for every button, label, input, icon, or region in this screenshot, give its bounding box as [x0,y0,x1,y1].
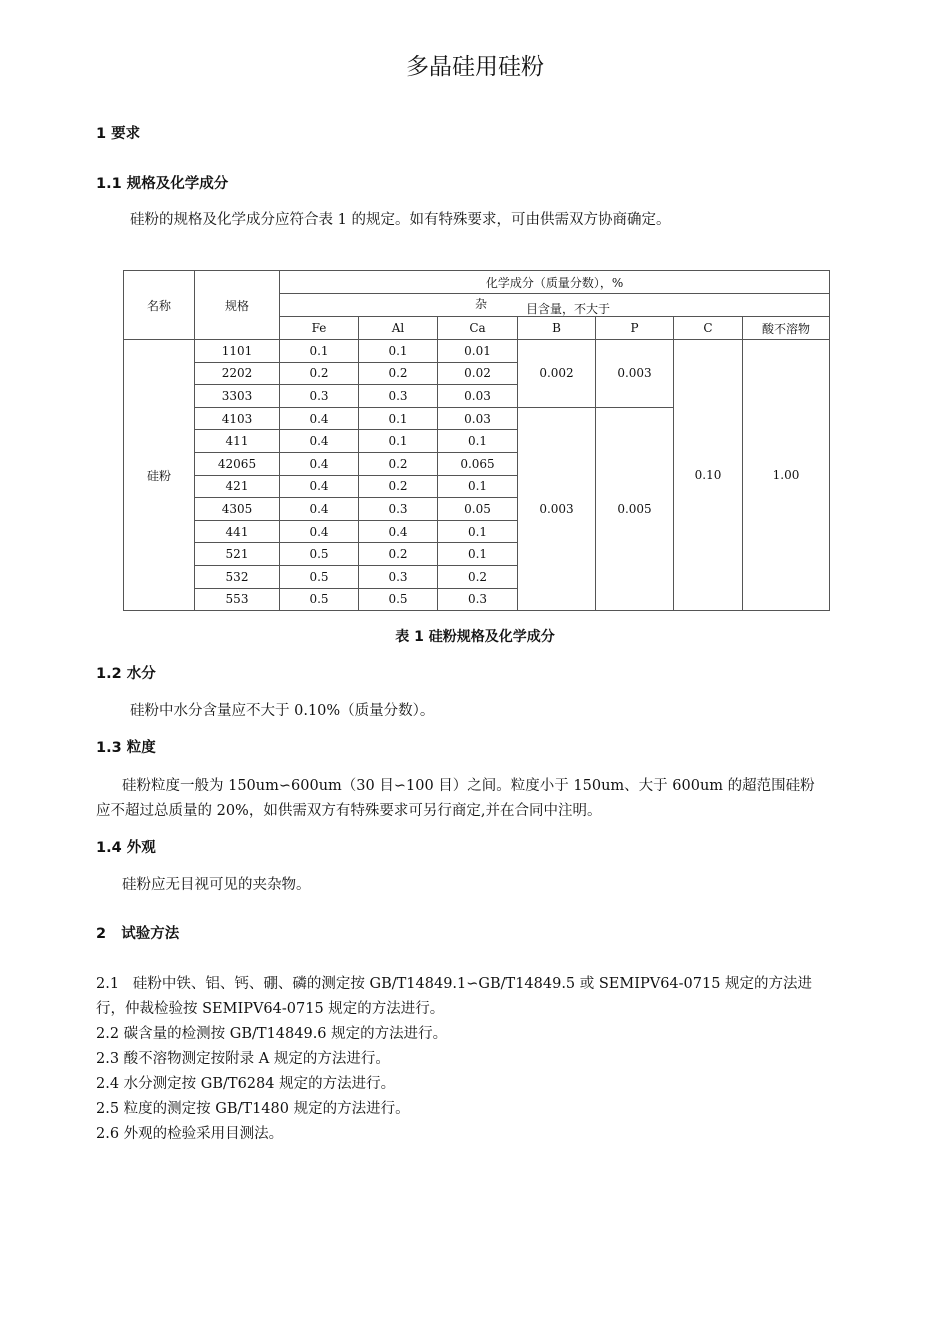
header-p: P [596,317,674,340]
al-cell: 0.1 [359,407,438,430]
section-2-heading: 2 试验方法 [96,926,180,942]
header-impurity [280,295,829,316]
section-1-1-heading: 1.1 规格及化学成分 [96,176,229,192]
ca-cell: 0.1 [438,430,518,453]
spec-cell: 4103 [195,407,280,430]
fe-cell: 0.4 [280,407,359,430]
ca-cell: 0.1 [438,543,518,566]
ca-cell: 0.3 [438,588,518,611]
header-fe: Fe [280,317,359,340]
fe-cell: 0.4 [280,452,359,475]
spec-cell: 421 [195,475,280,498]
al-cell: 0.2 [359,475,438,498]
fe-cell: 0.5 [280,588,359,611]
ca-cell: 0.05 [438,498,518,521]
section-1-4-heading: 1.4 外观 [96,840,156,856]
ca-cell: 0.02 [438,362,518,385]
al-cell: 0.3 [359,385,438,408]
spec-cell: 42065 [195,452,280,475]
fe-cell: 0.1 [280,340,359,363]
fe-cell: 0.2 [280,362,359,385]
section-1-4-text: 硅粉应无目视可见的夹杂物。 [122,877,311,893]
ca-cell: 0.03 [438,385,518,408]
header-c: C [674,317,743,340]
al-cell: 0.5 [359,588,438,611]
section-1-2-heading: 1.2 水分 [96,666,156,682]
acid-cell: 1.00 [743,340,830,611]
name-cell: 硅粉 [124,340,195,611]
p-cell-group2: 0.005 [596,407,674,610]
fe-cell: 0.5 [280,543,359,566]
header-impurity-text: 目含量，不大于 [526,301,611,316]
spec-cell: 521 [195,543,280,566]
table-caption: 表 1 硅粉规格及化学成分 [395,629,555,645]
spec-cell: 4305 [195,498,280,521]
spec-cell: 3303 [195,385,280,408]
section-2-3: 2.3 酸不溶物测定按附录 A 规定的方法进行。 [96,1051,390,1067]
ca-cell: 0.2 [438,565,518,588]
section-1-3-text-line2: 应不超过总质量的 20%，如供需双方有特殊要求可另行商定,并在合同中注明。 [96,803,602,819]
b-cell-group2: 0.003 [518,407,596,610]
ca-cell: 0.065 [438,452,518,475]
al-cell: 0.1 [359,430,438,453]
fe-cell: 0.5 [280,565,359,588]
al-cell: 0.2 [359,543,438,566]
header-chem: 化学成分（质量分数），% [280,271,830,294]
ca-cell: 0.03 [438,407,518,430]
al-cell: 0.3 [359,498,438,521]
fe-cell: 0.4 [280,475,359,498]
spec-cell: 441 [195,520,280,543]
section-1-1-text: 硅粉的规格及化学成分应符合表 1 的规定。如有特殊要求，可由供需双方协商确定。 [130,212,671,228]
b-cell-group1: 0.002 [518,340,596,408]
header-impurity-char: 杂 [475,296,488,311]
header-name: 名称 [124,271,195,340]
header-spec: 规格 [195,271,280,340]
header-al: Al [359,317,438,340]
spec-cell: 532 [195,565,280,588]
section-2-1-line2: 行，仲裁检验按 SEMIPV64-0715 规定的方法进行。 [96,1001,445,1017]
spec-cell: 553 [195,588,280,611]
section-2-1-line1: 2.1 硅粉中铁、铝、钙、硼、磷的测定按 GB/T14849.1∽GB/T14849.5 或 SEMIPV64-0715 规定的方法进 [96,976,813,992]
fe-cell: 0.4 [280,498,359,521]
al-cell: 0.3 [359,565,438,588]
header-acid: 酸不溶物 [743,317,830,340]
al-cell: 0.2 [359,362,438,385]
section-1-2-text: 硅粉中水分含量应不大于 0.10%（质量分数）。 [130,703,435,719]
section-2-4: 2.4 水分测定按 GB/T6284 规定的方法进行。 [96,1076,396,1092]
section-2-6: 2.6 外观的检验采用目测法。 [96,1126,284,1142]
fe-cell: 0.3 [280,385,359,408]
spec-cell: 411 [195,430,280,453]
section-2-2: 2.2 碳含量的检测按 GB/T14849.6 规定的方法进行。 [96,1026,448,1042]
spec-cell: 2202 [195,362,280,385]
c-cell: 0.10 [674,340,743,611]
section-2-5: 2.5 粒度的测定按 GB/T1480 规定的方法进行。 [96,1101,410,1117]
al-cell: 0.2 [359,452,438,475]
header-ca: Ca [438,317,518,340]
page-title: 多晶硅用硅粉 [406,54,544,80]
spec-table [123,270,830,611]
ca-cell: 0.1 [438,475,518,498]
ca-cell: 0.01 [438,340,518,363]
section-1-3-text-line1: 硅粉粒度一般为 150um∽600um（30 目∽100 目）之间。粒度小于 150um、大于 600um 的超范围硅粉 [122,778,815,794]
fe-cell: 0.4 [280,430,359,453]
header-b: B [518,317,596,340]
al-cell: 0.4 [359,520,438,543]
spec-cell: 1101 [195,340,280,363]
section-1-heading: 1 要求 [96,126,141,142]
ca-cell: 0.1 [438,520,518,543]
section-1-3-heading: 1.3 粒度 [96,740,156,756]
al-cell: 0.1 [359,340,438,363]
fe-cell: 0.4 [280,520,359,543]
table-row [124,340,830,363]
p-cell-group1: 0.003 [596,340,674,408]
